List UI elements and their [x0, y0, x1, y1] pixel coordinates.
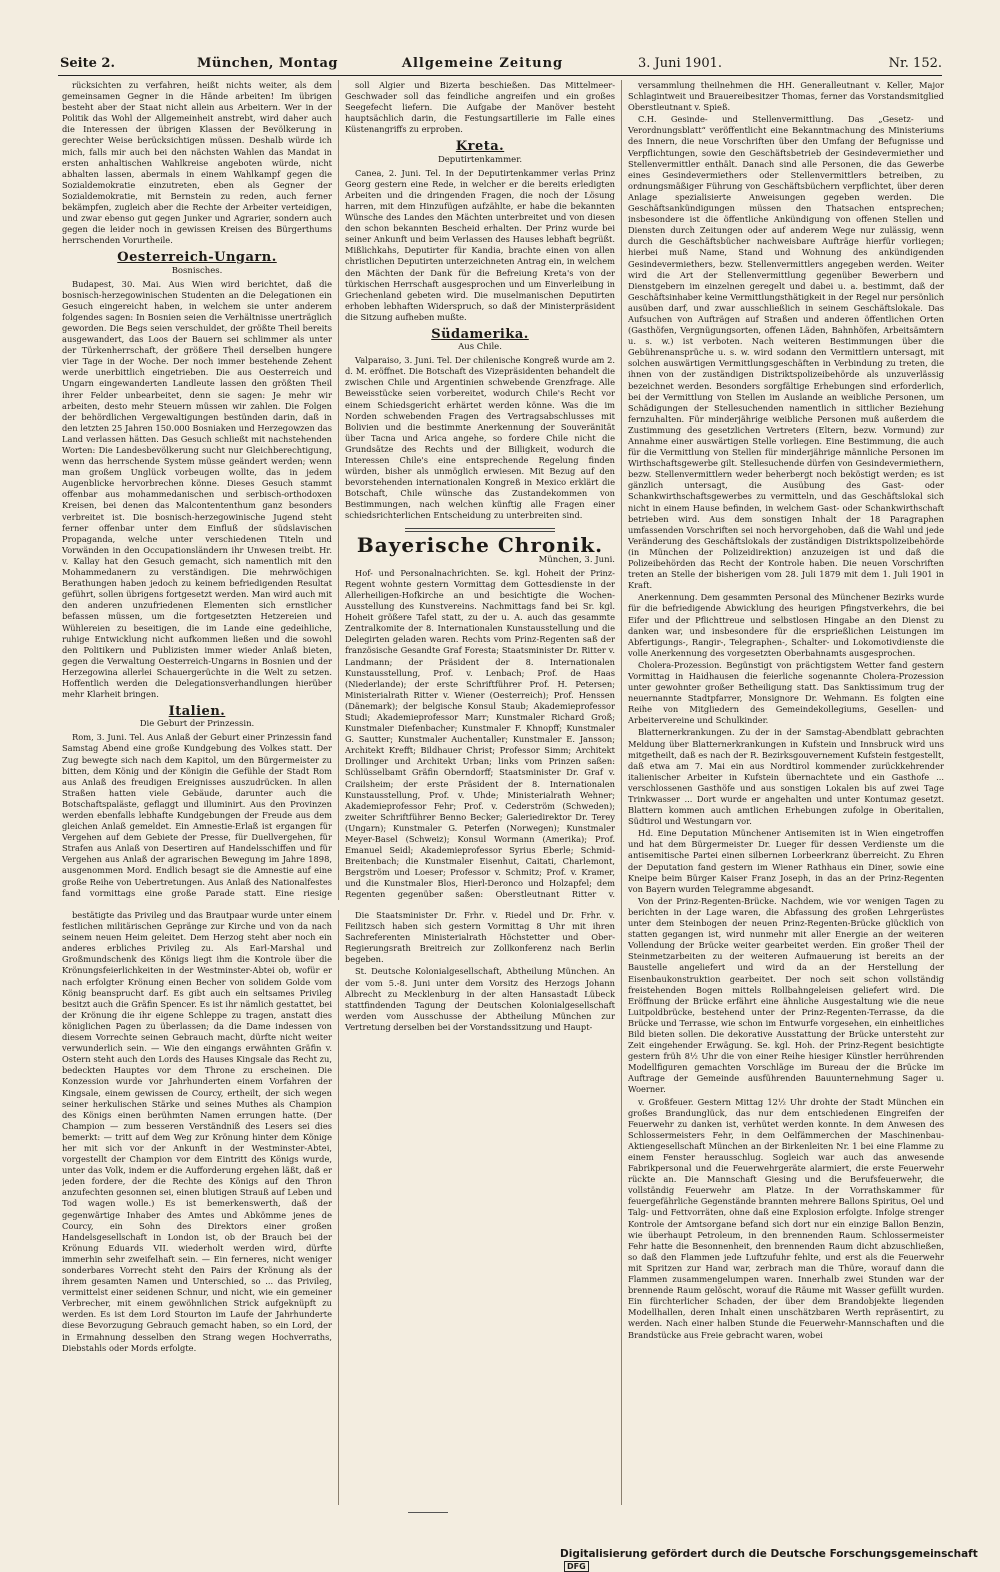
- credit-text: Digitalisierung gefördert durch die Deutsche Forschungsgemeinschaft: [560, 1548, 978, 1560]
- section-heading: Oesterreich-Ungarn.: [117, 250, 277, 266]
- section-heading: Kreta.: [455, 139, 505, 155]
- article-text: Blatternerkrankungen. Zu der in der Samstag-Abendblatt gebrachten Meldung über Blatternerkrankungen in Kufstein und Innsbruck wird uns mitgetheilt, daß es nach der R. Bezirksgouvernement Kufstein festgestellt, daß etwa am 7. Mai ein aus Nordtirol kommender zurückkehrender italienischer Arbeiter in Kufstein übernachtete und ein Gasthofe ... verschlossenen Gasthöfe und aus sonstigen Lokalen bis auf zwei Tage Trinkwasser ... Dort wurde er angehalten und unter Kontumaz gesetzt. Blattern kommen auch amtlichen Erhebungen zufolge in Oberitalien, Südtirol und Westungarn vor.: [628, 727, 944, 827]
- digitization-credit: [560, 1548, 1000, 1572]
- article-text: Von der Prinz-Regenten-Brücke. Nachdem, wie vor wenigen Tagen zu berichten in der Lage waren, die Abfassung des großen Lehrgerüstes unter dem Steinbogen der neuen Prinz-Regenten-Brücke glücklich von statten gegangen ist, wird nunmehr mit aller Energie an der weiteren Vollendung der Brücke weiter gearbeitet werden. Ein großer Theil der Steinmetzarbeiten zu der weiteren Aufmauerung ist bereits an der Baustelle angeliefert und wird da an der Herstellung der Eisenbaukonstruktion gearbeitet. Der noch seit schon vollständig freistehenden Bogen mittels Rollbahngeleisen geliefert wird. Die Eröffnung der Brücke erfährt eine ähnliche Ausgestaltung wie die neue Luitpoldbrücke, bestehend unter der Prinz-Regenten-Terrasse, da die Brücke und Terrasse, wie schon im Entwurfe vorgesehen, ein einheitliches Bild bieten sollen. Die dekorative Ausstattung der Brücke untersteht zur Zeit eingehender Erwägung. Se. kgl. Hoh. der Prinz-Regent besichtigte gestern früh 8½ Uhr die von einer Reihe hiesiger Künstler herrührenden Modellfiguren gemachten Vorschläge im Bureau der die Brücke im Auftrage der Gemeinde ausführenden Bauunternehmung Sager u. Woerner.: [628, 895, 944, 1095]
- page-number: Seite 2.: [60, 56, 115, 71]
- header-rule: [58, 75, 942, 76]
- article-text: rücksichten zu verfahren, heißt nichts weiter, als dem gemeinsamen Gegner in die Hände arbeiten! Im übrigen besteht aber der Staat nicht allein aus Arbeitern. Wer in der Politik das Wohl der Allgemeinheit anstrebt, wird daher auch die Interessen der übrigen Klassen der Bevölkerung in gerechter Weise berücksichtigen müssen. Deshalb würde ich mich, falls mir auch bei den nächsten Wahlen das Mandat in ersten anhaltischen Wahlkreise angeboten würde, nicht abhalten lassen, abermals in einem Wahlkampf gegen die Sozialdemokratie einzutreten, eben als Gegner der Sozialdemokratie, mit Bernstein zu reden, auch ferner bekämpfen, zugleich aber die Rechte der Arbeiter verteidigen, und zwar ebenso gut gegen Junker und Agrarier, sondern auch gegen die leider noch in gewissen Kreisen des Bürgerthums herrschenden Vorurtheile.: [62, 80, 332, 246]
- article-text: Canea, 2. Juni. Tel. In der Deputirtenkammer verlas Prinz Georg gestern eine Rede, in welcher er die bereits erledigten Arbeiten und die dringenden Fragen, die noch der Lösung harren, mit dem Hinzufügen aufzählte, er habe die bekannten Wünsche des Landes den Mächten unterbreitet und von diesen den schon bekannten Bescheid erhalten. Der Prinz wurde bei seiner Ankunft und beim Verlassen des Hauses lebhaft begrüßt. Mißlichkahs, Deputirter für Kandia, brachte einen von allen christlichen Deputirten unterzeichneten Antrag ein, in welchem den Mächten der Dank für die Befreiung Kreta's von der türkischen Herrschaft ausgesprochen und um Einverleibung in Griechenland gebeten wird. Die muselmanischen Deputirten erhoben lebhaften Widerspruch, so daß der Ministerpräsident die Sitzung aufheben mußte.: [345, 167, 615, 322]
- section-rule: [405, 528, 555, 532]
- column-2-lower: [345, 910, 615, 1510]
- section-subheading: Bosnisches.: [171, 265, 223, 276]
- issue-date: 3. Juni 1901.: [638, 56, 722, 71]
- column-2: [345, 80, 615, 900]
- article-text: versammlung theilnehmen die HH. Generalleutnant v. Keller, Major Schlagintweit und Brauereibesitzer Thomas, ferner das Vorstandsmitglied Oberstleutnant v. Spieß.: [628, 80, 944, 113]
- place-day: München, Montag: [197, 56, 338, 71]
- article-text: Anerkennung. Dem gesammten Personal des Münchener Bezirks wurde für die befriedigende Abwicklung des heurigen Pfingstverkehrs, die bei Eifer und der Pflichttreue und selbstlosen Hingabe an den Dienst zu danken war, und insbesondere für die ersprießlichen Leistungen im Abfertigungs-, Rangir-, Telegraphen-, Schalter- und Lokomotivdienste die volle Anerkennung des vorgesetzten Oberbahnamts ausgesprochen.: [628, 592, 944, 658]
- section-heading: Südamerika.: [431, 326, 529, 342]
- article-text: Rom, 3. Juni. Tel. Aus Anlaß der Geburt einer Prinzessin fand Samstag Abend eine große Kundgebung des Volkes statt. Der Zug bewegte sich nach dem Kapitol, um den Bürgermeister zu bitten, dem König und der Königin die Gefühle der Stadt Rom aus Anlaß des freudigen Ereignisses auszudrücken. In allen Straßen hatten viele Gebäude, darunter auch die Botschaftspaläste, geflaggt und illuminirt. Aus den Provinzen werden ebenfalls lebhafte Kundgebungen der Freude aus dem gleichen Anlaß gemeldet. Ein Amnestie-Erlaß ist ergangen für Vergehen auf dem Gebiete der Presse, für Duellvergehen, für Strafen aus Anlaß von Desertiren auf Handelsschiffen und für Vergehen aus Anlaß der agrarischen Bewegung im Jahre 1898, ausgenommen Mord. Endlich besagt sie die Amnestie auf eine große Reihe von Uebertretungen. Aus Anlaß des Nationalfestes fand vormittags eine große Parade statt. Eine riesige: [62, 732, 332, 898]
- section-subheading: Aus Chile.: [458, 342, 502, 353]
- article-text: bestätigte das Privileg und das Brautpaar wurde unter einem festlichen militärischen Gepränge zur Kirche und von da nach seinem neuen Heim geleitet. Dem Herzog steht aber noch ein anderes erbliches Privileg zu. Als Earl-Marshal und Großmundschenk des Königs liegt ihm die Kontrole über die Krönungsfeierlichkeiten in der Westminster-Abtei ob, wofür er nach erfolgter Krönung einen Becher von solidem Golde vom König beansprucht darf. Es gibt auch ein seltsames Privileg besitzt auch die Gräfin Spencer. Es ist ihr nämlich gestattet, bei der Krönung die ihr eigene Schleppe zu tragen, anstatt dies königlichen Pagen zu überlassen; da die Dame indessen von diesem Vorrechte seinen Gebrauch macht, dürfte nicht weiter verwunderlich sein. — Wie den eingangs erwähnten Gräfin v. Ostern steht auch den Lords des Hauses Kingsale das Recht zu, bedeckten Hauptes vor dem Throne zu erscheinen. Die Konzession wurde vor Jahrhunderten einem Vorfahren der Kingsale, einem gewissen de Courcy, ertheilt, der sich wegen seiner herkulischen Stärke und seines Muthes als Champion des Königs einen berühmten Namen errungen hatte. (Der Champion — zum besseren Verständniß des Lesers sei dies bemerkt: — tritt auf dem Weg zur Krönung hinter dem Könige her mit sich vor der Ankunft in der Westminster-Abtei, vorgestellt der Champion vor dem Eintritt des Königs wurde, unter das Volk, indem er die Aufforderung ergehen läßt, daß er jeden fordere, der die Rechte des Königs auf den Thron anzufechten gesonnen sei, einen blutigen Strauß auf Leben und Tod wagen wolle.) Es ist bemerkenswerth, daß der gegenwärtige Inhaber des Amtes und Abkömme jenes de Courcy, ein Sohn des Direktors einer großen Handelsgesellschaft in London ist, ob der Brauch bei der Krönung Eduards VII. wiederholt werden wird, dürfte immerhin sehr zweifelhaft sein. — Ein ferneres, nicht weniger sonderbares Vorrecht steht den Pairs der Krönung als der ihrem gesamten Namen und Unterschied, so ... das Privileg, vermittelst einer seidenen Schnur, und nicht, wie ein gemeiner Verbrecher, mit einem gewöhnlichen Strick aufgeknüpft zu werden. Es ist dem Lord Stourton im Laufe der Jahrhunderte diese Bevorzugung Gebrauch gemacht haben, so ein Lord, der in Ermahnung desselben den Strang wegen Hochverraths, Diebstahls oder Mords erfolgte.: [62, 910, 332, 1353]
- article-text: C.H. Gesinde- und Stellenvermittlung. Das „Gesetz- und Verordnungsblatt“ veröffentlicht eine Bekanntmachung des Ministeriums des Innern, die neue Vorschriften über den Umfang der Befugnisse und Verpflichtungen, sowie den Geschäftsbetrieb der Gesindevermiether und Stellenvermittler enthält. Danach sind alle Personen, die das Gewerbe eines Gesindevermiethers oder Stellenvermittlers betreiben, zu ordnungsmäßiger Führung von Geschäftsbüchern verpflichtet, über deren Anlage spezialisierte Anweisungen gegeben werden. Die Geschäftsankündigungen müssen den Thatsachen entsprechen; insbesondere ist die öffentliche Ankündigung von offenen Stellen und Diensten durch Zeitungen oder auf anderem Wege nur zulässig, wenn durch die Geschäftsbücher nachweisbare Aufträge hierfür vorliegen; hierbei muß Name, Stand und Wohnung des ankündigenden Gesindevermiethers, bezw. Stellenvermittlers angegeben werden. Weiter wird die Art der Stellenvermittlung gegenüber Bewerbern und Dienstgebern im einzelnen geregelt und dabei u. a. bestimmt, daß der Geschäftsinhaber keine Vermittlungsthätigkeit in der Regel nur persönlich ausüben darf, und zwar ausschließlich in seinem Geschäftslokale. Das Aufsuchen von Aufträgen auf Straßen und anderen öffentlichen Orten (Gasthöfen, Vergnügungsorten, offenen Läden, Bahnhöfen, Arbeitsämtern u. s. w.) ist verboten. Nach weiteren Bestimmungen über die Gebührenansprüche u. s. w. wird sodann den Vermittlern untersagt, mit solchen auswärtigen Vermittlungsgeschäften in Verbindung zu treten, die ihnen von der zuständigen Distriktspolizeibehörde als unzuverlässig bezeichnet werden. Besonders sorgfältige Erhebungen sind erforderlich, bei der Vermittlung von Stellen im Auslande an weibliche Personen, um Schädigungen der Stellesuchenden namentlich in sittlicher Beziehung fernzuhalten. Für minderjährige weibliche Personen muß außerdem die Zustimmung des gesetzlichen Vertreters (Eltern, bezw. Vormund) zur Annahme einer auswärtigen Stelle vorliegen. Eine Bestimmung, die auch für die Vermittlung von Stellen für minderjährige männliche Personen im Wirthschaftsgewerbe gilt. Stellesuchende dürfen von Gesindevermiethern, bezw. Stellenvermittlern weder beherbergt noch beköstigt werden; es ist gänzlich untersagt, die Ausübung des Gast- oder Schankwirthschaftsgewerbes zu vermitteln, und das Geschäftslokal sich nicht in einem Hause befinden, in welchem Gast- oder Schankwirthschaft betrieben wird. Aus dem sonstigen Inhalt der 18 Paragraphen umfassenden Vorschriften sei noch hervorgehoben, daß die Wahl und jede Veränderung des Geschäftslokals der zuständigen Distriktspolizeibehörde (in München der Polizeidirektion) anzuzeigen ist und daß die Polizeibehörden das Recht der Kontrole haben. Die neuen Vorschriften treten an Stelle der bisherigen vom 28. Juli 1879 mit dem 1. Juli 1901 in Kraft.: [628, 114, 944, 591]
- article-text: St. Deutsche Kolonialgesellschaft, Abtheilung München. An der vom 5.-8. Juni unter dem Vorsitz des Herzogs Johann Albrecht zu Mecklenburg in der alten Hansastadt Lübeck stattfindenden Tagung der Deutschen Kolonialgesellschaft werden vom Ausschusse der Abtheilung München zur Vertretung derselben bei der Vorstandssitzung und Haupt-: [345, 966, 615, 1032]
- section-subheading: Deputirtenkammer.: [437, 154, 523, 165]
- issue-number: Nr. 152.: [888, 56, 942, 71]
- article-text: Hd. Eine Deputation Münchener Antisemiten ist in Wien eingetroffen und hat dem Bürgermeister Dr. Lueger für dessen Verdienste um die antisemitische Partei einen silbernen Lorbeerkranz überreicht. Zu Ehren der Deputation fand gestern im Wiener Rathhaus ein Diner, sowie eine Kneipe beim Bürger Kaiser Franz Joseph, in das an der Prinz-Regenten von Bayern wurden Telegramme abgesandt.: [628, 828, 944, 894]
- article-text: Budapest, 30. Mai. Aus Wien wird berichtet, daß die bosnisch-herzegowinischen Studenten an die Delegationen ein Gesuch eingereicht haben, in welchem sie unter anderem folgendes sagen: In Bosnien seien die Verhältnisse unerträglich geworden. Die Begs seien verschuldet, der größte Theil bereits ausgewandert, das Loos der Bauern sei schlimmer als unter der Türkenherrschaft, der größere Theil derselben hungere vier Tage in der Woche. Der noch immer bestehende Zehent werde unerbittlich eingetrieben. Die aus Oesterreich und Ungarn eingewanderten Landleute lassen den größten Theil ihrer Felder unbearbeitet, denn sie sagen: Je mehr wir arbeiten, desto mehr Steuern müssen wir zahlen. Die Folgen der behördlichen Vergewaltigungen bestünden darin, daß in den letzten 25 Jahren 150.000 Bosniaken und Herzegowzen das Land verlassen hätten. Das Gesuch schließt mit nachstehenden Worten: Die Landesbevölkerung sucht nur Gleichberechtigung, wenn das herrschende System müsse geändert werden; wenn man großem Unglück vorbeugen wollte, das in jedem Augenblicke hervorbrechen könne. Dieses Gesuch stammt offenbar aus mohammedanischen und serbisch-orthodoxen Kreisen, bei denen das Malcontententhum ganz besonders verbreitet ist. Die bosnisch-herzegowinische Jugend steht ferner offenbar unter dem Einfluß der südslavischen Propaganda, welche unter verschiedenen Titeln und Vorwänden in den Occupationsländern ihr Unwesen treibt. Hr. v. Kallay hat den Gesuch gemacht, sich namentlich mit den Mohammedanern zu verständigen. Die mehrwöchigen Berathungen haben jedoch zu keinem befriedigenden Resultat geführt, sollen übrigens fortgesetzt werden. Man wird auch mit den anderen unzufriedenen Elementen sich ernstlicher befassen müssen, um die fortgesetzten Hetzereien und Wühlereien zu beseitigen, die im Lande eine gedeihliche, ruhige Entwicklung nicht aufkommen ließen und die sowohl den Politikern und Publizisten immer wieder Anlaß bieten, gegen die Verwaltung Oesterreich-Ungarns in Bosnien und der Herzegowina allerlei Schauergerüchte in die Welt zu setzen. Hoffentlich werden die Delegationsverhandlungen hierüber mehr Klarheit bringen.: [62, 278, 332, 700]
- newspaper-title: Allgemeine Zeitung: [401, 56, 564, 71]
- column-divider: [621, 80, 622, 1505]
- end-rule: [408, 1512, 448, 1513]
- dfg-logo: DFG: [564, 1561, 589, 1572]
- column-1-lower: [62, 910, 332, 1510]
- article-text: soll Algier und Bizerta beschießen. Das Mittelmeer-Geschwader soll das feindliche angreifen und ein großes Seegefecht liefern. Die Aufgabe der Manöver besteht hauptsächlich darin, die Festungsartillerie im Falle eines Küstenangriffs zu erproben.: [345, 80, 615, 135]
- column-1: [62, 80, 332, 900]
- chronik-dateline: München, 3. Juni.: [538, 554, 615, 565]
- article-text: v. Großfeuer. Gestern Mittag 12½ Uhr drohte der Stadt München ein großes Brandunglück, das nur dem entschiedenen Eingreifen der Feuerwehr zu danken ist, verhütet werden konnte. In dem Anwesen des Schlossermeisters Fehr, in dem Oelfämmerchen der Maschinenbau-Aktiengesellschaft München an der Birkenleiten Nr. 1 bei eine Flamme zu einem Fenster herausschlug. Sogleich war auch das anwesende Fabrikpersonal und die Feuerwehrgeräte alarmiert, die erste Feuerwehr rückte an. Die Mannschaft Giesing und die Berufsfeuerwehr, die vollständig Feuerwehr am Platze. In der Vorrathskammer für feuergefährliche Gegenstände brannten mehrere Ballons Spiritus, Oel und Talg- und Fettvorräten, ohne daß eine Explosion erfolgte. Infolge strenger Kontrole der Amtsorgane befand sich dort nur ein einzige Ballon Benzin, wie überhaupt Petroleum, in den brennenden Raum. Schlossermeister Fehr hatte die Besonnenheit, den brennenden Raum dicht abzuschließen, so daß den Flammen jede Luftzufuhr fehlte, und erst als die Feuerwehr mit Spritzen zur Hand war, zerbrach man die Thüre, worauf dann die Flammen zusammengelumpen waren. Innerhalb zwei Stunden war der brennende Raum gelöscht, worauf die Räume mit Wasser gefüllt wurden. Ein fürchterlicher Schaden, der über dem Brandobjekte liegenden Modellhallen, deren Inhalt einen unschätzbaren Werth repräsentirt, zu werden. Nach einer halben Stunde die Feuerwehr-Mannschaften und die Brandstücke aus Freie gebracht waren, wobei: [628, 1096, 944, 1340]
- article-text: Cholera-Prozession. Begünstigt von prächtigstem Wetter fand gestern Vormittag in Haidhausen die feierliche sogenannte Cholera-Prozession unter gewohnter großer Betheiligung statt. Das Sanktissimum trug der neuernannte Stadtpfarrer, Monsignore Dr. Wehmann. Es folgten eine Reihe von Mitgliedern des Gemeindekollegiums, Gesellen- und Arbeitervereine und Schulkinder.: [628, 659, 944, 726]
- column-divider: [338, 910, 339, 1505]
- chronik-title: Bayerische Chronik.: [356, 532, 604, 557]
- article-text: Valparaiso, 3. Juni. Tel. Der chilenische Kongreß wurde am 2. d. M. eröffnet. Die Botschaft des Vizepräsidenten behandelt die zwischen Chile und Argentinien schwebende Grenzfrage. Alle Beweisstücke seien vorbereitet, wodurch Chile's Recht vor einem Schiedsgericht erhärtet werden könne. Was die im Norden schwebenden Fragen des Vertragsabschlusses mit Bolivien und die bestimmte Anerkennung der Souveränität über Tacna und Arica angehe, so fordere Chile nicht die Grundsätze des Rechts und der Billigkeit, wodurch die Interessen Chile's eine entsprechende Regelung finden würden, bisher als unmöglich erwiesen. Mit Bezug auf den bevorstehenden internationalen Kongreß in Mexico erklärt die Botschaft, Chile wünsche das Zustandekommen von Bestimmungen, nach welchen künftig alle Fragen einer schiedsrichterlichen Entscheidung zu unterbreiten sind.: [345, 355, 615, 521]
- article-text: Die Staatsminister Dr. Frhr. v. Riedel und Dr. Frhr. v. Feilitzsch haben sich gestern Vormittag 8 Uhr mit ihren Sachreferenten Ministerialrath Höchstetter und Ober-Regierungsrath Breitreich zur Zollkonferenz nach Berlin begeben.: [345, 910, 615, 965]
- column-divider: [338, 80, 339, 900]
- page-header: [60, 56, 942, 74]
- article-text: Hof- und Personalnachrichten. Se. kgl. Hoheit der Prinz-Regent wohnte gestern Vormittag dem Gottesdienste in der Allerheiligen-Hofkirche an und besichtigte die Wochen-Ausstellung des Kunstvereins. Nachmittags fand bei Sr. kgl. Hoheit größere Tafel statt, zu der u. A. auch das gesammte Zentralkomite der 8. Internationalen Kunstausstellung und die Delegirten geladen waren. Rechts vom Prinz-Regenten saß der französische Gesandte Graf Foresta; Staatsminister Dr. Ritter v. Landmann; der Präsident der 8. Internationalen Kunstausstellung, Prof. v. Lenbach; Prof. de Haas (Niederlande); der erste Schriftführer Prof. H. Petersen; Ministerialrath Ritter v. Wiener (Oesterreich); Prof. Henssen (Dänemark); der belgische Konsul Staub; Akademieprofessor Studi; Akademieprofessor Marr; Kunstmaler Richard Groß; Kunstmaler Diefenbacher; Kunstmaler F. Khnopff; Kunstmaler G. Sautter; Kunstmaler Auchentaller; Kunstmaler E. Jansson; Architekt Krefft; Bildhauer Christ; Professor Simm; Architekt Drollinger und Architekt Urban; links vom Prinzen saßen: Schlüsselbamt Gräfin Oberndorff; Staatsminister Dr. Graf v. Crailsheim; der erste Präsident der 8. Internationalen Kunstausstellung, Prof. v. Uhde; Ministerialrath Wehner; Akademieprofessor Fehr; Prof. v. Cederström (Schweden); zweiter Schriftführer Benno Becker; Galeriedirektor Dr. Terey (Ungarn); Kunstmaler G. Peterfen (Norwegen); Kunstmaler Meyer-Basel (Schweiz); Konsul Wormann (Amerika); Prof. Emanuel Seidl; Akademieprofessor Syrius Eberle; Schmid-Breitenbach; die Kunstmaler Eisenhut, Caitati, Charlemont, Bergström und Loeser; Professor v. Schmitz; Prof. v. Kramer, und die Kunstmaler Blos, Hierl-Deronco und Holzapfel; dem Regenten gegenüber saßen: Oberstleutnant Ritter v.: [345, 567, 615, 900]
- section-subheading: Die Geburt der Prinzessin.: [139, 719, 255, 730]
- column-3: [628, 80, 944, 1510]
- section-heading: Italien.: [168, 704, 226, 720]
